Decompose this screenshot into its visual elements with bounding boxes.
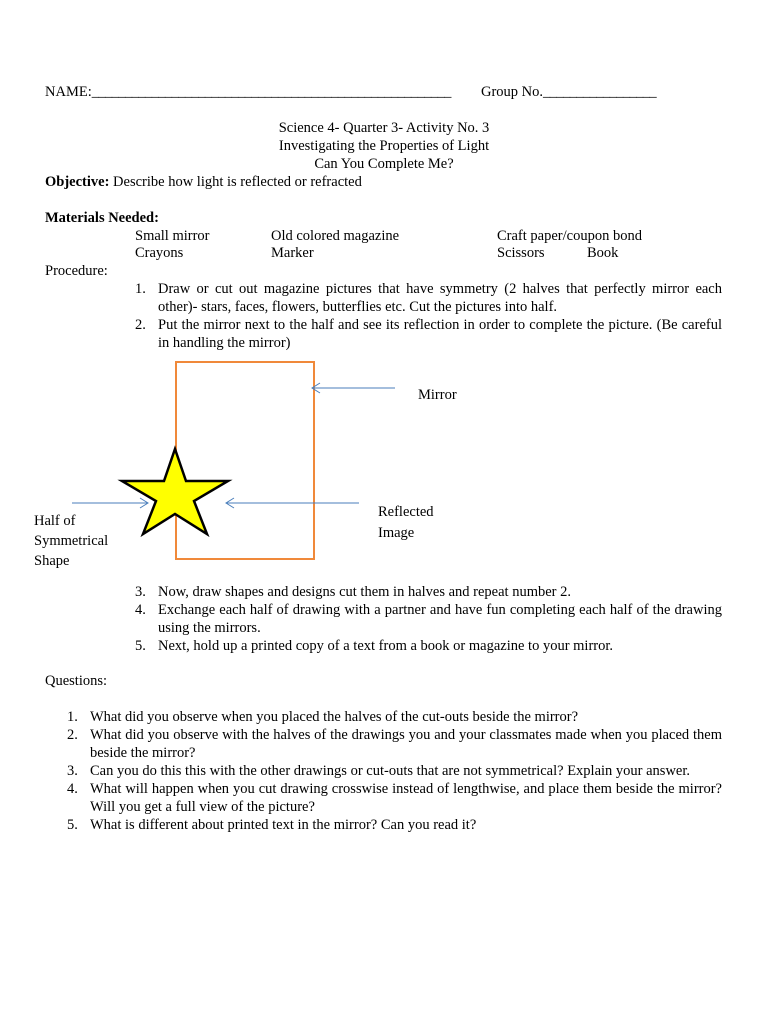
material-item: Craft paper/coupon bond (497, 228, 642, 244)
group-line (481, 83, 656, 101)
title-line-3: Can You Complete Me? (314, 156, 454, 172)
question-item: 2. What did you observe with the halves of the drawings you and your classmates made when you placed them beside the mirror? (67, 727, 722, 761)
title-line-1: Science 4- Quarter 3- Activity No. 3 (278, 120, 490, 136)
material-item: Old colored magazine (271, 228, 400, 244)
procedure-steps-b (135, 583, 722, 655)
materials-label: Materials Needed: (45, 210, 159, 226)
procedure-step: 3. Now, draw shapes and designs cut them in halves and repeat number 2. (135, 584, 572, 600)
reflected-label-1: Reflected (378, 504, 434, 520)
procedure-step: 1. Draw or cut out magazine pictures that have symmetry (2 halves that perfectly mirror each other)- stars, faces, flowers, butterflies etc. Cut the pictures into half. (135, 281, 722, 315)
procedure-label: Procedure: (45, 263, 108, 279)
star-shape (122, 449, 228, 534)
title-line-2: Investigating the Properties of Light (278, 138, 490, 154)
reflected-label-2: Image (378, 525, 415, 541)
objective-label: Objective: (45, 174, 110, 190)
question-item: 4. What will happen when you cut drawing crosswise instead of lengthwise, and place them beside the mirror? Will you get a full view of the picture? (67, 781, 722, 815)
half-label-1: Half of (34, 513, 76, 529)
procedure-step: 4. Exchange each half of drawing with a partner and have fun completing each half of the drawing using the mirrors. (135, 602, 722, 636)
mirror-label: Mirror (418, 387, 457, 403)
question-item: 5. What is different about printed text in the mirror? Can you read it? (67, 817, 477, 833)
question-item: 3. Can you do this this with the other drawings or cut-outs that are not symmetrical? Explain your answer. (67, 763, 691, 779)
material-item: Marker (271, 245, 314, 261)
question-item: 1. What did you observe when you placed the halves of the cut-outs beside the mirror? (67, 709, 579, 725)
objective (45, 173, 362, 191)
material-item: Scissors (497, 245, 545, 261)
mirror-rectangle (176, 362, 314, 559)
material-item: Crayons (135, 245, 184, 261)
material-item: Book (587, 245, 619, 261)
half-label-2: Symmetrical (34, 533, 109, 549)
name-line (45, 83, 451, 101)
name-label: NAME: (45, 84, 92, 100)
procedure-step: 2. Put the mirror next to the half and see its reflection in order to complete the picture. (Be careful in handling the mirror) (135, 317, 722, 351)
material-item: Small mirror (135, 228, 210, 244)
questions-list (67, 708, 722, 834)
mirror-arrow-head (312, 383, 320, 393)
half-shape-arrow-head (140, 498, 148, 508)
objective-text: Describe how light is reflected or refracted (113, 174, 362, 190)
procedure-step: 5. Next, hold up a printed copy of a text from a book or magazine to your mirror. (135, 638, 614, 654)
half-label-3: Shape (34, 553, 70, 569)
procedure-steps-a (135, 280, 722, 352)
questions-label: Questions: (45, 673, 108, 689)
reflected-arrow-head (226, 498, 234, 508)
group-blank[interactable]: _________________ (543, 84, 657, 100)
name-blank[interactable]: ______________________________________________________ (91, 84, 451, 100)
group-label: Group No. (481, 84, 544, 100)
